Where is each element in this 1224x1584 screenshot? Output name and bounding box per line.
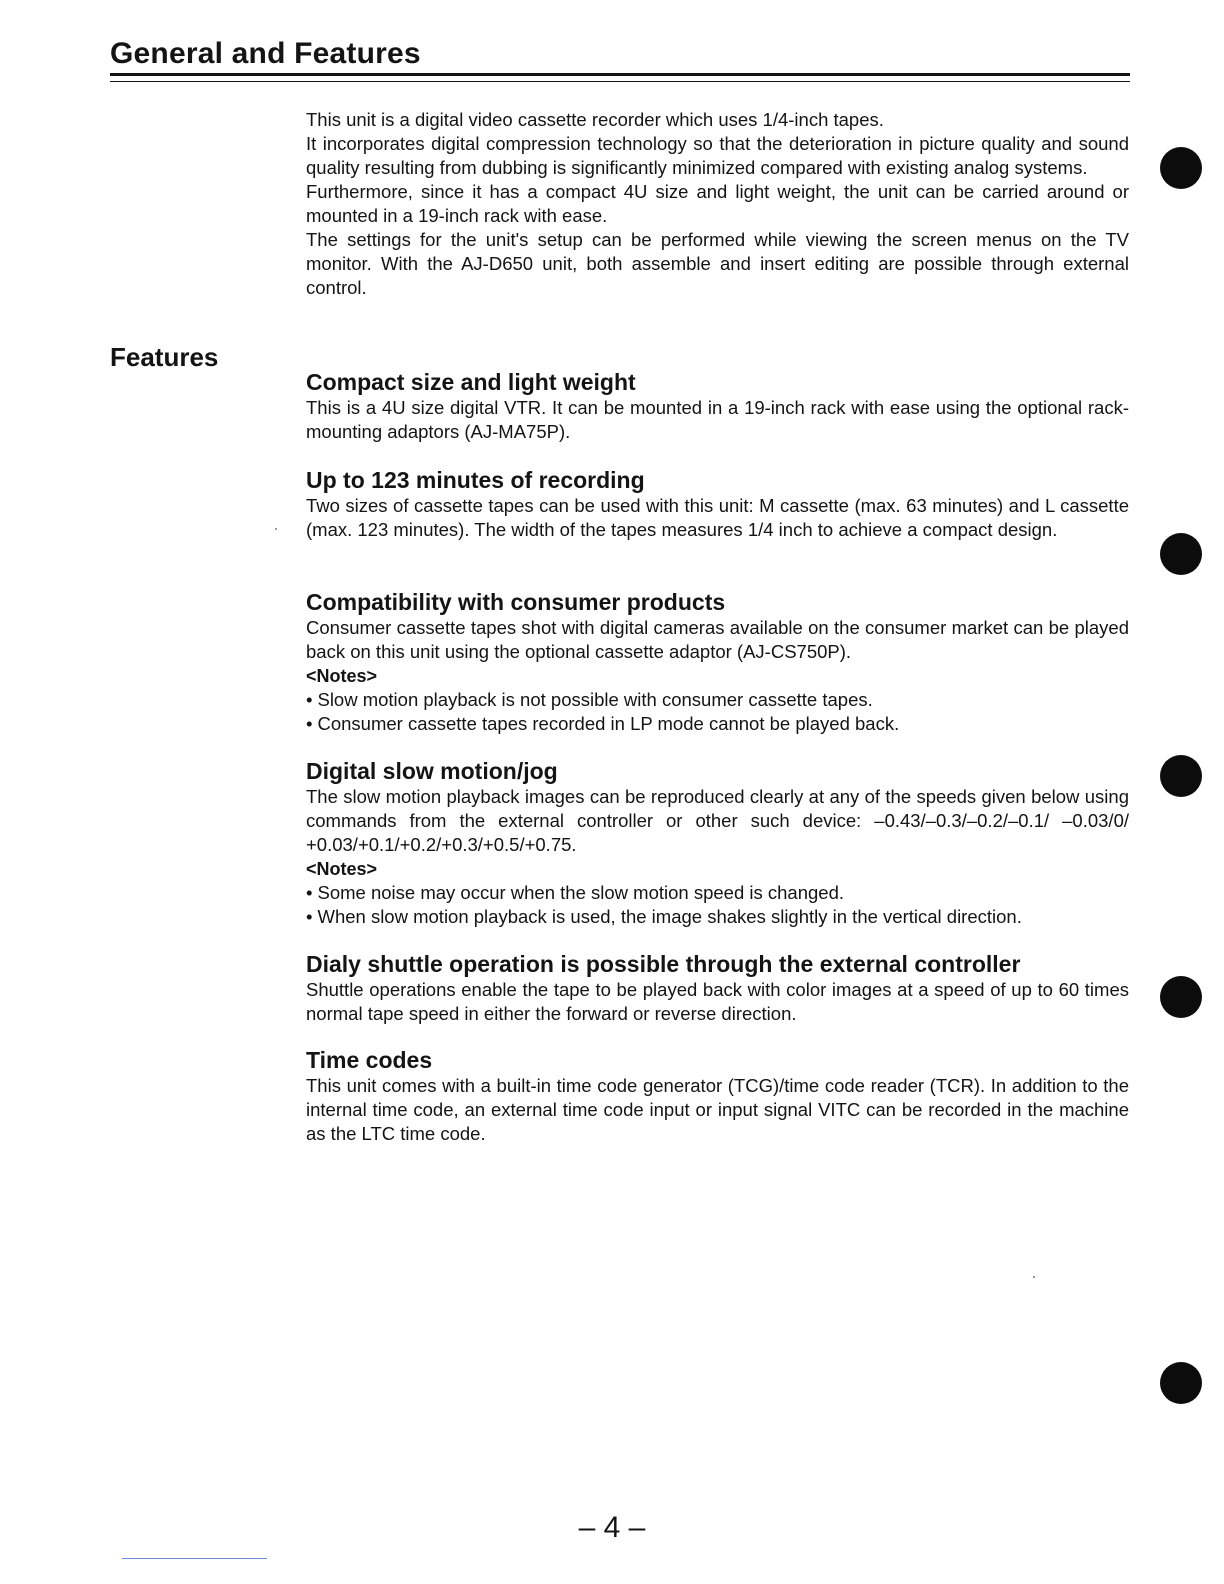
- feature-body: Consumer cassette tapes shot with digital cameras available on the consumer market can be played back on this unit using the optional cassette adaptor (AJ-CS750P).: [306, 617, 1129, 662]
- feature-body: The slow motion playback images can be reproduced clearly at any of the speeds given below using commands from the external controller or other such device: –0.43/–0.3/–0.2/–0.1/ –0.03/0/ +0.03/+0.1/+0.2/+0.3/+0.5/+0.75.: [306, 786, 1129, 855]
- binding-hole-dot: [1160, 755, 1202, 797]
- feature-title: Up to 123 minutes of recording: [306, 467, 645, 493]
- feature-title: Compact size and light weight: [306, 369, 636, 395]
- page-number: – 4 –: [578, 1511, 646, 1544]
- title-rule-thin: [110, 81, 1130, 82]
- feature-title: Compatibility with consumer products: [306, 589, 726, 615]
- note-item: • Slow motion playback is not possible with consumer cassette tapes.: [306, 688, 1129, 712]
- footer-rule: [122, 1558, 267, 1559]
- feature-title: Dialy shuttle operation is possible through the external controller: [306, 951, 1021, 977]
- feature-consumer-compatibility: [306, 588, 1129, 736]
- feature-time-codes: [306, 1046, 1129, 1146]
- intro-paragraph: Furthermore, since it has a compact 4U size and light weight, the unit can be carried around or mounted in a 19-inch rack with ease.: [306, 181, 1129, 226]
- intro-section: [306, 108, 1129, 300]
- feature-body: This is a 4U size digital VTR. It can be mounted in a 19-inch rack with ease using the optional rack-mounting adaptors (AJ-MA75P).: [306, 397, 1129, 442]
- feature-shuttle-operation: [306, 950, 1129, 1026]
- features-heading: Features: [110, 342, 219, 372]
- title-rule-thick: [110, 73, 1130, 76]
- page-title: General and Features: [110, 37, 421, 70]
- intro-paragraph: This unit is a digital video cassette recorder which uses 1/4-inch tapes.: [306, 109, 884, 130]
- feature-body: Shuttle operations enable the tape to be played back with color images at a speed of up to 60 times normal tape speed in either the forward or reverse direction.: [306, 979, 1129, 1024]
- note-item: • When slow motion playback is used, the image shakes slightly in the vertical direction.: [306, 905, 1129, 929]
- note-item: • Some noise may occur when the slow motion speed is changed.: [306, 881, 1129, 905]
- scan-speck: [1033, 1276, 1035, 1278]
- notes-label: <Notes>: [306, 666, 378, 686]
- feature-slow-motion: [306, 757, 1129, 929]
- binding-hole-dot: [1160, 1362, 1202, 1404]
- note-item: • Consumer cassette tapes recorded in LP mode cannot be played back.: [306, 712, 1129, 736]
- feature-title: Time codes: [306, 1047, 433, 1073]
- binding-hole-dot: [1160, 147, 1202, 189]
- feature-body: Two sizes of cassette tapes can be used with this unit: M cassette (max. 63 minutes) and L cassette (max. 123 minutes). The width of the tapes measures 1/4 inch to achieve a compact design.: [306, 495, 1129, 540]
- notes-list: [306, 688, 1129, 736]
- notes-label: <Notes>: [306, 859, 378, 879]
- intro-paragraph: It incorporates digital compression technology so that the deterioration in picture quality and sound quality resulting from dubbing is significantly minimized compared with existing analog systems.: [306, 133, 1129, 178]
- feature-title: Digital slow motion/jog: [306, 758, 558, 784]
- scan-speck: [275, 528, 277, 530]
- binding-hole-dot: [1160, 976, 1202, 1018]
- notes-list: [306, 881, 1129, 929]
- binding-hole-dot: [1160, 533, 1202, 575]
- feature-compact-size: [306, 368, 1129, 444]
- feature-body: This unit comes with a built-in time code generator (TCG)/time code reader (TCR). In addition to the internal time code, an external time code input or input signal VITC can be recorded in the machine as the LTC time code.: [306, 1075, 1129, 1144]
- intro-paragraph: The settings for the unit's setup can be performed while viewing the screen menus on the TV monitor. With the AJ-D650 unit, both assemble and insert editing are possible through external control.: [306, 229, 1129, 298]
- feature-recording-time: [306, 466, 1129, 542]
